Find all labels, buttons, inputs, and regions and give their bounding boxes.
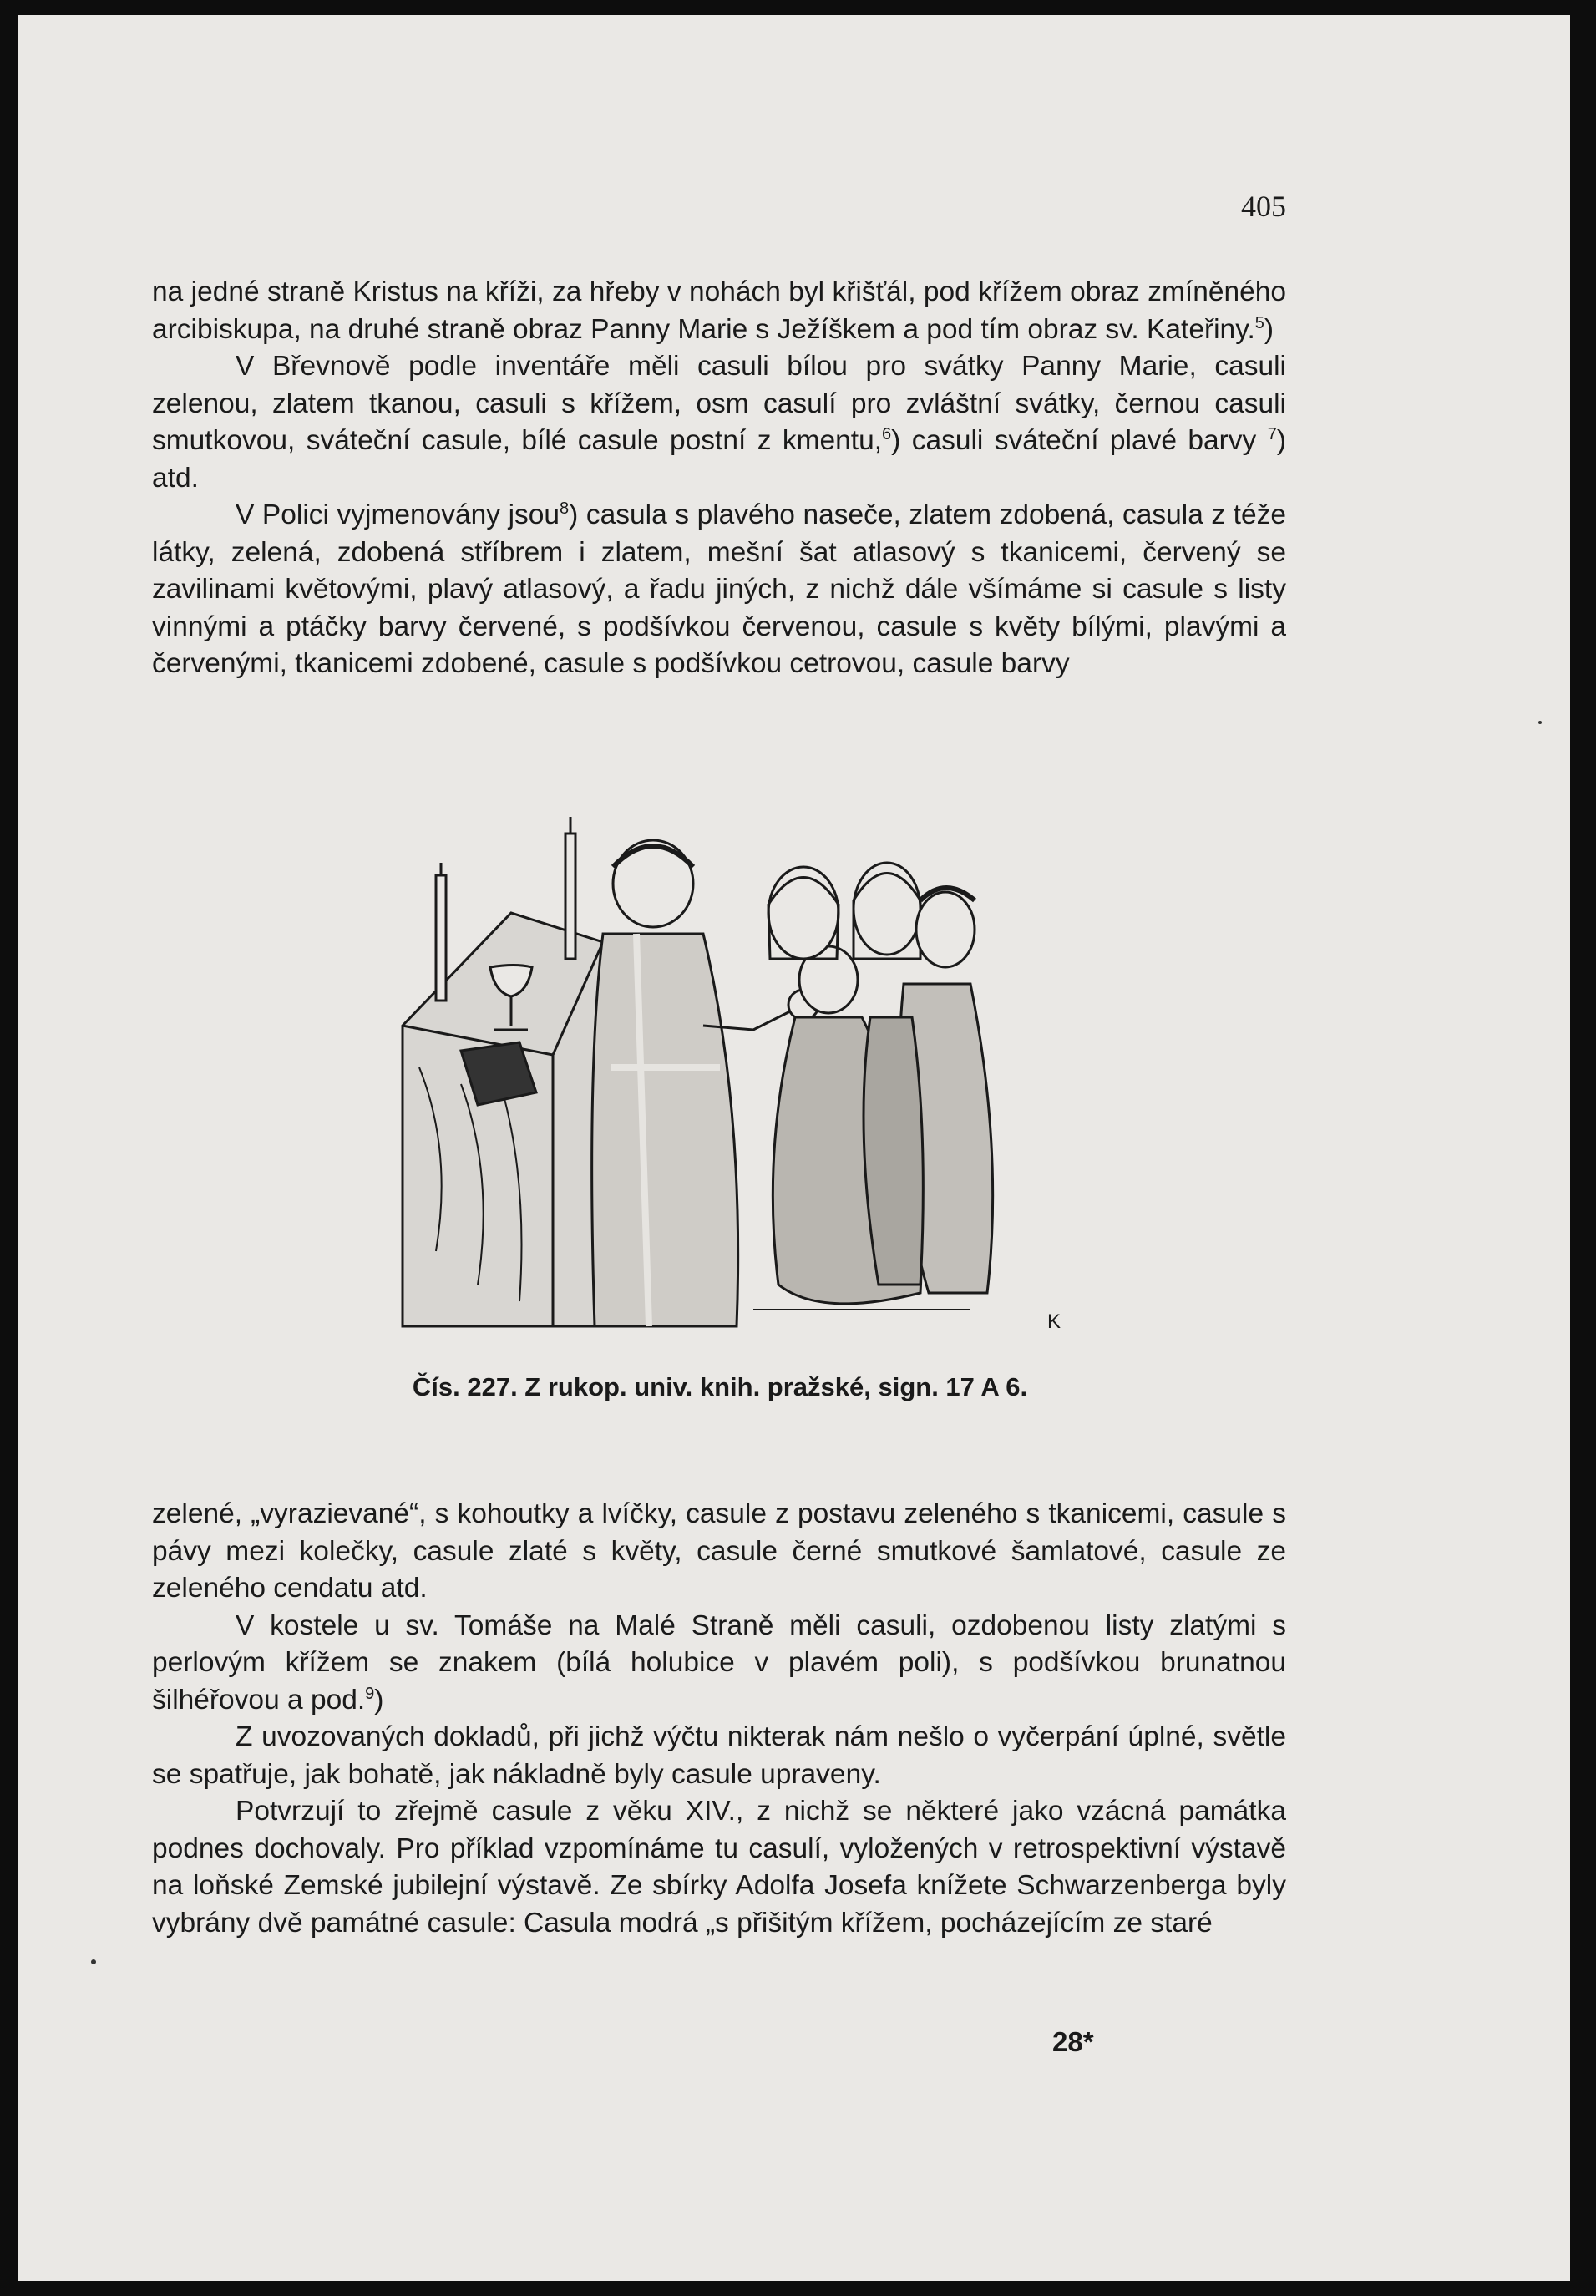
paragraph-text: V kostele u sv. Tomáše na Malé Straně měli casuli, ozdobenou listy zlatými s perlovým křížem se znakem (bílá holubice v plavém poli), s podšívkou brunatnou šilhéřovou a pod. [152, 1609, 1286, 1716]
paragraph: Z uvozovaných dokladů, při jichž výčtu nikterak nám nešlo o vyčerpání úplné, světle se spatřuje, jak bohatě, jak nákladně byly casule upraveny. [152, 1721, 1286, 1790]
paragraph: V Břevnově podle inventáře měli casuli bílou pro svátky Panny Marie, casuli zelenou, zlatem tkanou, casuli s křížem, osm casulí pro zvláštní svátky, černou casuli smutkovou, sváteční casule, bílé casule postní z kmentu,$^6$) casuli sváteční plavé barvy $^7$) atd. [152, 351, 1286, 494]
paragraph-text: casula s plavého naseče, zlatem zdobená, casula z téže látky, zelená, zdobená stříbrem i zlatem, mešní šat atlasový s tkanicemi, červený se zavilinami květovými, plavý atlasový, a řadu jiných, z nichž dále všímáme si casule s listy vinnými a ptáčky barvy červené, s podšívkou červenou, casule s květy bílými, plavými a červenými, tkanicemi zdobené, casule s podšívkou cetrovou, casule barvy [152, 499, 1287, 679]
signature-folio: 28* [1052, 2026, 1094, 2057]
text-block-top [152, 274, 1286, 683]
text-block-bottom [152, 1496, 1286, 1942]
figure-caption: Čís. 227. Z rukop. univ. knih. pražské, sign. 17 A 6. [412, 1372, 1028, 1401]
page-number: 405 [1241, 190, 1286, 223]
footnote-ref: 7 [1267, 425, 1277, 443]
paragraph: zelené, „vyrazievané“, s kohoutky a lvíčky, casule z postavu zeleného s tkanicemi, casule s pávy mezi kolečky, casule zlaté s květy, casule černé smutkové šamlatové, casule ze zeleného cendatu atd. [152, 1498, 1286, 1604]
paragraph: V Polici vyjmenovány jsou$^8$) casula s plavého naseče, zlatem zdobená, casula z téže látky, zelená, zdobená stříbrem i zlatem, mešní šat atlasový s tkanicemi, červený se zavilinami květovými, plavý atlasový, a řadu jiných, z nichž dále všímáme si casule s listy vinnými a ptáčky barvy červené, s podšívkou červenou, casule s květy bílými, plavými a červenými, tkanicemi zdobené, casule s podšívkou cetrovou, casule barvy [152, 499, 1287, 679]
communion-illustration [386, 817, 1071, 1339]
footnote-ref: 8 [560, 499, 570, 518]
footnote-ref: 6 [882, 425, 892, 443]
footnote-ref: 5 [1254, 313, 1264, 332]
paragraph-text: atd. [152, 462, 199, 494]
paragraph-text: casuli sváteční plavé barvy [900, 425, 1257, 456]
paragraph: na jedné straně Kristus na kříži, za hřeby v nohách byl křišťál, pod křížem obraz zmíněného arcibiskupa, na druhé straně obraz Panny Marie s Ježíškem a pod tím obraz sv. Kateřiny.$^5$) [152, 276, 1286, 345]
paragraph-text: V Polici vyjmenovány jsou [236, 499, 560, 530]
scan-speck [1538, 721, 1542, 724]
footnote-ref: 9 [365, 1684, 375, 1703]
paragraph: Potvrzují to zřejmě casule z věku XIV., z nichž se některé jako vzácná památka podnes dochovaly. Pro příklad vzpomínáme tu casulí, vyložených v retrospektivní výstavě na loňské Zemské jubilejní výstavě. Ze sbírky Adolfa Josefa knížete Schwarzenberga byly vybrány dvě památné casule: Casula modrá „s přišitým křížem, pocházejícím ze staré [152, 1796, 1286, 1939]
paragraph: V kostele u sv. Tomáše na Malé Straně měli casuli, ozdobenou listy zlatými s perlovým křížem se znakem (bílá holubice v plavém poli), s podšívkou brunatnou šilhéřovou a pod.$^9$) [152, 1609, 1286, 1716]
book-page [18, 15, 1570, 2281]
paragraph-text: V Břevnově podle inventáře měli casuli bílou pro svátky Panny Marie, casuli zelenou, zlatem tkanou, casuli s křížem, osm casulí pro zvláštní svátky, černou casuli smutkovou, sváteční casule, bílé casule postní z kmentu, [152, 351, 1286, 456]
artist-mark: K [1047, 1310, 1061, 1333]
scan-speck [91, 1959, 96, 1964]
paragraph-text: na jedné straně Kristus na kříži, za hřeby v nohách byl křišťál, pod křížem obraz zmíněného arcibiskupa, na druhé straně obraz Panny Marie s Ježíškem a pod tím obraz sv. Kateřiny. [152, 276, 1286, 345]
